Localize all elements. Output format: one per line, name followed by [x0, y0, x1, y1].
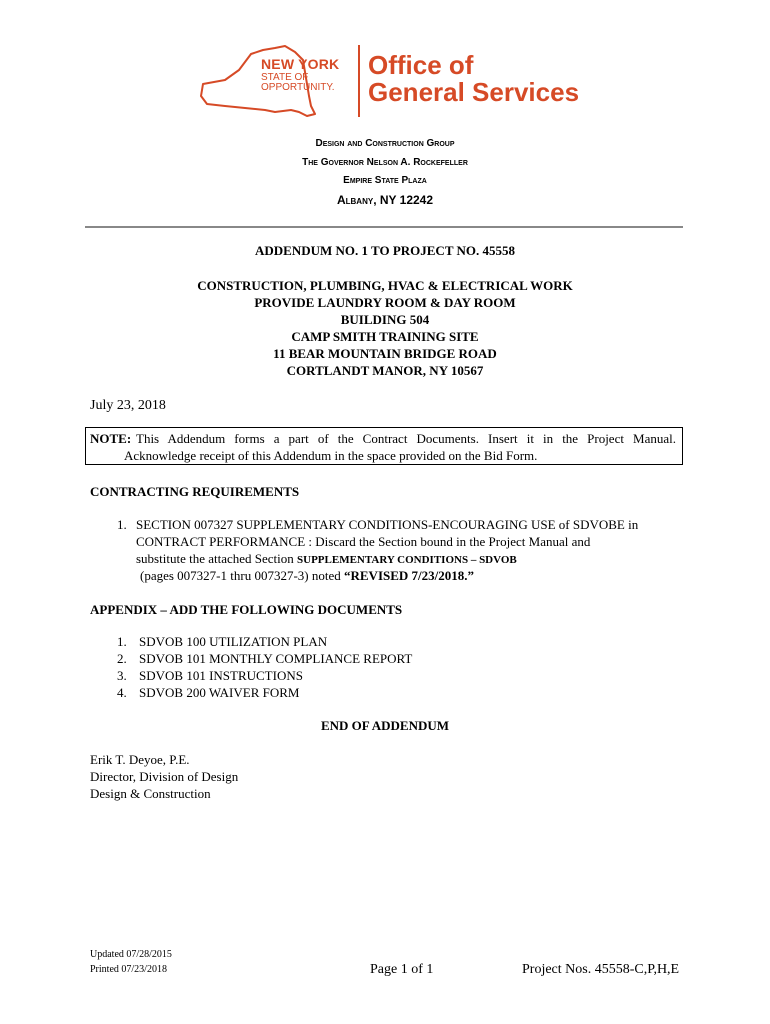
note-line1: This Addendum forms a part of the Contract Documents. Insert it in the Project Manual.: [136, 431, 676, 446]
project-title-line1: CONSTRUCTION, PLUMBING, HVAC & ELECTRICAL WORK: [197, 278, 573, 293]
appendix-item-text: SDVOB 100 UTILIZATION PLAN: [139, 634, 328, 649]
project-title-line5: 11 BEAR MOUNTAIN BRIDGE ROAD: [273, 346, 497, 361]
header-line3: Empire State Plaza: [343, 175, 427, 186]
header-line1: Design and Construction Group: [315, 138, 455, 149]
appendix-item: [117, 668, 303, 684]
appendix-item-num: 3.: [117, 668, 127, 683]
footer-printed: Printed 07/23/2018: [90, 964, 167, 975]
appendix-item-text: SDVOB 101 INSTRUCTIONS: [139, 668, 303, 683]
signature-name: Erik T. Deyoe, P.E.: [90, 752, 190, 767]
appendix-item: [117, 651, 412, 667]
logo-office-line2: General Services: [368, 77, 580, 107]
contracting-heading: CONTRACTING REQUIREMENTS: [90, 484, 300, 499]
contracting-line2: CONTRACT PERFORMANCE : Discard the Section bound in the Project Manual and: [136, 534, 591, 549]
project-title-line2: PROVIDE LAUNDRY ROOM & DAY ROOM: [254, 295, 516, 310]
note-label: NOTE:: [90, 431, 132, 446]
logo-divider: [358, 45, 360, 117]
appendix-item-num: 4.: [117, 685, 127, 700]
note-box: [85, 427, 683, 465]
appendix-item: [117, 685, 299, 701]
appendix-item-num: 1.: [117, 634, 127, 649]
header-line4: Albany, NY 12242: [336, 193, 434, 207]
footer-updated: Updated 07/28/2015: [90, 949, 172, 960]
contracting-line4: [140, 568, 474, 584]
appendix-item-text: SDVOB 200 WAIVER FORM: [139, 685, 300, 700]
contracting-item-num: 1.: [117, 517, 127, 532]
header-line2: The Governor Nelson A. Rockefeller: [302, 157, 468, 168]
appendix-heading: APPENDIX – ADD THE FOLLOWING DOCUMENTS: [90, 602, 403, 617]
signature-title: Director, Division of Design: [90, 769, 239, 784]
end-of-addendum: END OF ADDENDUM: [320, 718, 450, 733]
contracting-line1: SECTION 007327 SUPPLEMENTARY CONDITIONS-ENCOURAGING USE of SDVOBE in: [136, 517, 639, 532]
project-title-line3: BUILDING 504: [340, 312, 430, 327]
appendix-item-text: SDVOB 101 MONTHLY COMPLIANCE REPORT: [139, 651, 413, 666]
logo-ny-text: NEW YORK: [261, 56, 340, 72]
addendum-title: ADDENDUM NO. 1 TO PROJECT NO. 45558: [254, 243, 516, 258]
footer-project-numbers: Project Nos. 45558-C,P,H,E: [522, 962, 680, 977]
contracting-line3-prefix: substitute the attached Section: [136, 551, 298, 566]
footer-page-number: Page 1 of 1: [370, 962, 434, 977]
project-title-line6: CORTLANDT MANOR, NY 10567: [286, 363, 484, 378]
appendix-item: [117, 634, 327, 650]
contracting-line4-bold: “REVISED 7/23/2018.”: [344, 568, 475, 583]
logo-office-line1: Office of: [368, 50, 474, 80]
logo-state-line2: OPPORTUNITY.: [261, 82, 335, 93]
signature-dept: Design & Construction: [90, 786, 211, 801]
document-date: July 23, 2018: [90, 398, 166, 413]
logo-office-text: [368, 52, 588, 106]
header-divider: [85, 226, 683, 228]
contracting-line3: [136, 551, 517, 567]
logo-state-text: [261, 73, 361, 93]
contracting-line3-bold: SUPPLEMENTARY CONDITIONS – SDVOB: [297, 554, 517, 566]
contracting-line4-prefix: (pages 007327-1 thru 007327-3) noted: [140, 568, 344, 583]
appendix-item-num: 2.: [117, 651, 127, 666]
note-line2: Acknowledge receipt of this Addendum in the space provided on the Bid Form.: [124, 448, 538, 463]
project-title-line4: CAMP SMITH TRAINING SITE: [291, 329, 479, 344]
logo-state-line1: STATE OF: [261, 72, 309, 83]
ogs-logo: [195, 40, 585, 120]
